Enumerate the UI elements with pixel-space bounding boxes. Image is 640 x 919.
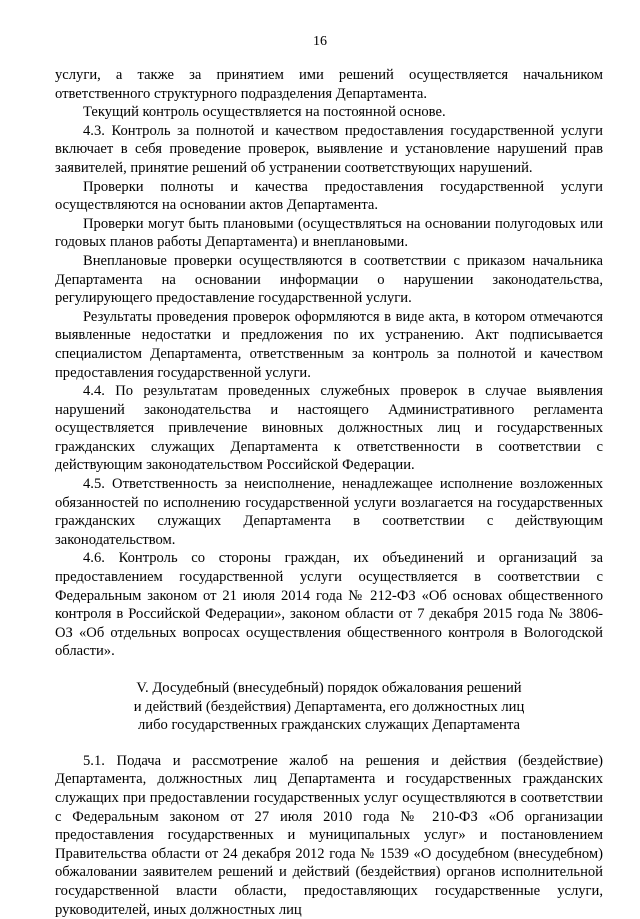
paragraph-continuation: услуги, а также за принятием ими решений осуществляется начальником ответственного структурного подразделения Департамента. [55,67,603,102]
paragraph-current-control: Текущий контроль осуществляется на постоянной основе. [83,104,446,121]
section-heading-line: V. Досудебный (внесудебный) порядок обжалования решений [136,680,522,696]
paragraph-checks-basis: Проверки полноты и качества предоставления государственной услуги осуществляются на основании актов Департамента. [55,178,603,214]
paragraph-5-1: 5.1. Подача и рассмотрение жалоб на решения и действия (бездействие) Департамента, должностных лиц Департамента и государственных гражданских служащих при предоставлении государственных услуг осуществляются в соответствии с Федеральным законом от 27 июля 2010 года № 210-ФЗ «Об организации предоставления государственных и муниципальных услуг» и постановлением Правительства области от 24 декабря 2012 года № 1539 «О досудебном (внесудебном) обжаловании заявителем решений и действий (бездействия) органов исполнительной государственной власти области, предоставляющих государственные услуги, руководителей, иных должностных лиц [55,752,603,918]
section-heading-line: и действий (бездействия) Департамента, его должностных лиц [133,698,525,715]
paragraph-check-types: Проверки могут быть плановыми (осуществляться на основании полугодовых или годовых планов работы Департамента) и внеплановыми. [55,215,603,251]
document-body [55,66,603,919]
paragraph-4-6: 4.6. Контроль со стороны граждан, их объединений и организаций за предоставлением государственной услуги осуществляется в соответствии с Федеральным законом от 21 июля 2014 года № 212-ФЗ «Об основах общественного контроля в Российской Федерации», законом области от 7 декабря 2015 года № 3806-ОЗ «Об отдельных вопросах осуществления общественного контроля в Вологодской области». [55,550,603,660]
section-heading-line: либо государственных гражданских служащих Департамента [137,717,520,734]
paragraph-4-4: 4.4. По результатам проведенных служебных проверок в случае выявления нарушений законодательства и настоящего Административного регламента осуществляется привлечение виновных должностных лиц и государственных гражданских служащих Департамента к ответственности в соответствии с действующим законодательством Российской Федерации. [55,383,603,474]
page-number: 16 [313,34,327,49]
paragraph-4-3: 4.3. Контроль за полнотой и качеством предоставления государственной услуги включает в себя проведение проверок, выявление и установление нарушений прав заявителей, принятие решений об устранении соответствующих нарушений. [55,122,603,176]
paragraph-check-results: Результаты проведения проверок оформляются в виде акта, в котором отмечаются выявленные недостатки и предложения по их устранению. Акт подписывается специалистом Департамента, ответственным за контроль за полнотой и качеством предоставления государственной услуги. [55,308,603,381]
paragraph-4-5: 4.5. Ответственность за неисполнение, ненадлежащее исполнение возложенных обязанностей по исполнению государственной услуги возлагается на государственных гражданских служащих Департамента в соответствии с действующим законодательством. [55,476,603,548]
paragraph-unscheduled-checks: Внеплановые проверки осуществляются в соответствии с приказом начальника Департамента на основании информации о нарушении законодательства, регулирующего предоставление государственной услуги. [55,252,603,307]
section-heading [55,679,603,735]
